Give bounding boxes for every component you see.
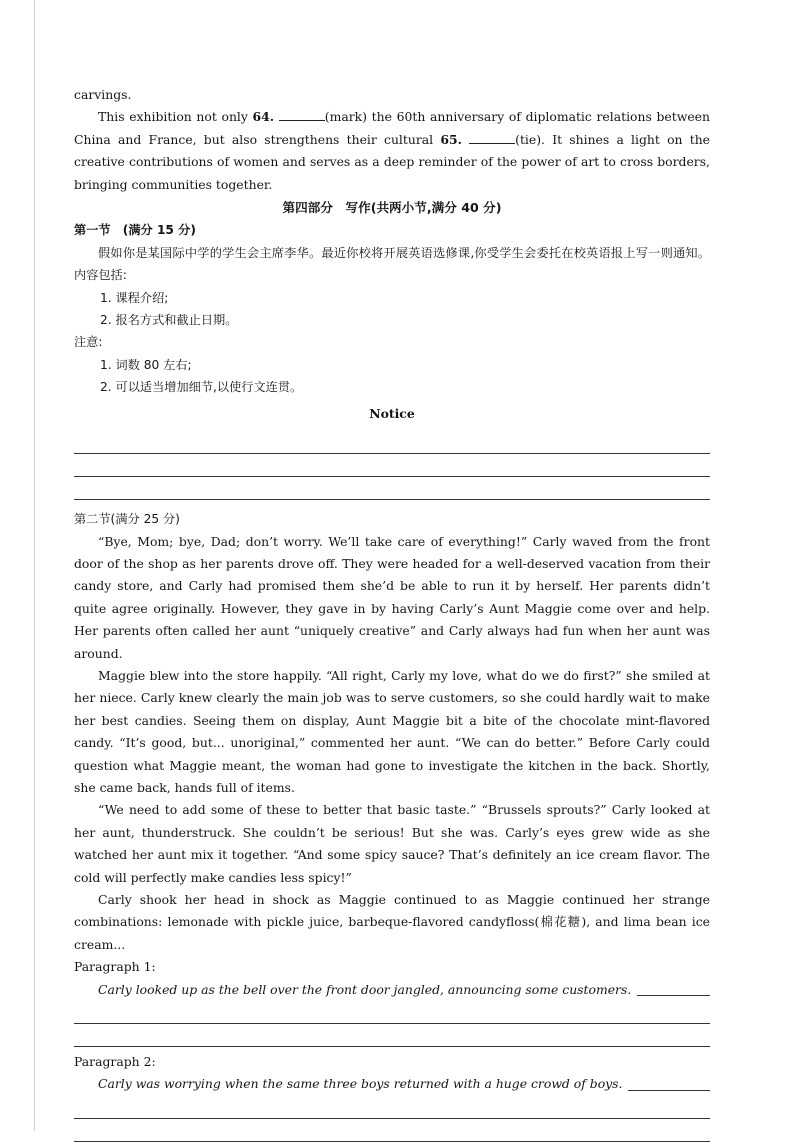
reading-tail-line: carvings. <box>74 87 132 102</box>
page-edge-line <box>34 0 35 1131</box>
question-64-blank[interactable] <box>279 108 325 121</box>
paragraph1-prompt-text: Carly looked up as the bell over the front door jangled, announcing some customers. <box>98 981 632 997</box>
section2-title: 第二节(满分 25 分) <box>74 512 180 527</box>
reading-tail-paragraph <box>74 106 710 196</box>
reading-tail-text-c: (tie). It shines a light on the creative contributions of women and serves as a deep reminder of the power of art to cross borders, bringing communities together. <box>74 131 711 192</box>
paragraph2-prompt <box>74 1073 710 1095</box>
writing-line[interactable] <box>74 454 710 477</box>
story-paragraph: “Bye, Mom; bye, Dad; don’t worry. We’ll take care of everything!” Carly waved from the front door of the shop as her parents drove off. They were headed for a well-deserved vacation from their candy store, and Carly had promised them she’d be able to run it by herself. Her parents didn’t quite agree originally. However, they gave in by having Carly’s Aunt Maggie come over and help. Her parents often called her aunt “uniquely creative” and Carly always had fun when her aunt was around. <box>74 533 710 661</box>
story-paragraph: “We need to add some of these to better that basic taste.” “Brussels sprouts?” Carly looked at her aunt, thunderstruck. She couldn’t be serious! But she was. Carly’s eyes grew wide as she watched her aunt mix it together. “And some spicy sauce? That’s definitely an ice cream flavor. The cold will perfectly make candies less spicy!” <box>74 802 710 885</box>
paragraph2-answer-line[interactable] <box>628 1090 710 1091</box>
paragraph2-writing-line[interactable] <box>74 1096 710 1119</box>
question-65-blank[interactable] <box>469 131 515 144</box>
paragraph1-writing-line[interactable] <box>74 1024 710 1047</box>
paragraph2-label: Paragraph 2: <box>74 1054 156 1070</box>
section1-note-2: 2. 可以适当增加细节,以使行文连贯。 <box>100 380 303 395</box>
notice-heading: Notice <box>369 405 415 421</box>
question-64-number: 64. <box>252 109 275 125</box>
section1-note-1: 1. 词数 80 左右; <box>100 357 192 372</box>
part4-title: 第四部分 写作(共两小节,满分 40 分) <box>282 200 502 216</box>
reading-tail-text-b: (mark) the 60th anniversary of diplomatic relations between China and France, but also strengthens their cultural <box>74 109 710 147</box>
writing-line[interactable] <box>74 477 710 500</box>
story-paragraph: Carly shook her head in shock as Maggie continued to as Maggie continued her strange combinations: lemonade with pickle juice, barbeque-flavored candyfloss(棉花糖), and lima bean ice cream... <box>74 892 710 952</box>
paragraph2-writing-line[interactable] <box>74 1119 710 1142</box>
section1-item-1: 1. 课程介绍; <box>100 290 169 305</box>
section1-task: 假如你是某国际中学的学生会主席李华。最近你校将开展英语选修课,你受学生会委托在校英语报上写一则通知。内容包括: <box>74 245 710 283</box>
question-65-number: 65. <box>440 131 462 147</box>
paragraph2-prompt-text: Carly was worrying when the same three boys returned with a huge crowd of boys. <box>98 1076 623 1092</box>
section1-item-2: 2. 报名方式和截止日期。 <box>100 313 238 328</box>
reading-tail-text-a: This exhibition not only <box>98 109 253 125</box>
paragraph1-writing-line[interactable] <box>74 1001 710 1024</box>
paragraph1-prompt <box>74 979 710 1001</box>
writing-line[interactable] <box>74 431 710 454</box>
section1-notes-label: 注意: <box>74 335 103 350</box>
story-paragraph: Maggie blew into the store happily. “All right, Carly my love, what do we do first?” she smiled at her niece. Carly knew clearly the main job was to serve customers, so she could hardly wait to make her best candies. Seeing them on display, Aunt Maggie bit a bite of the chocolate mint-flavored candy. “It’s good, but... unoriginal,” commented her aunt. “We can do better.” Before Carly could question what Maggie meant, the woman had gone to investigate the kitchen in the back. Shortly, she came back, hands full of items. <box>74 667 710 795</box>
paragraph1-label: Paragraph 1: <box>74 959 156 975</box>
paragraph1-answer-line[interactable] <box>637 995 710 996</box>
exam-page <box>74 84 710 1142</box>
section1-title: 第一节 (满分 15 分) <box>74 223 196 238</box>
